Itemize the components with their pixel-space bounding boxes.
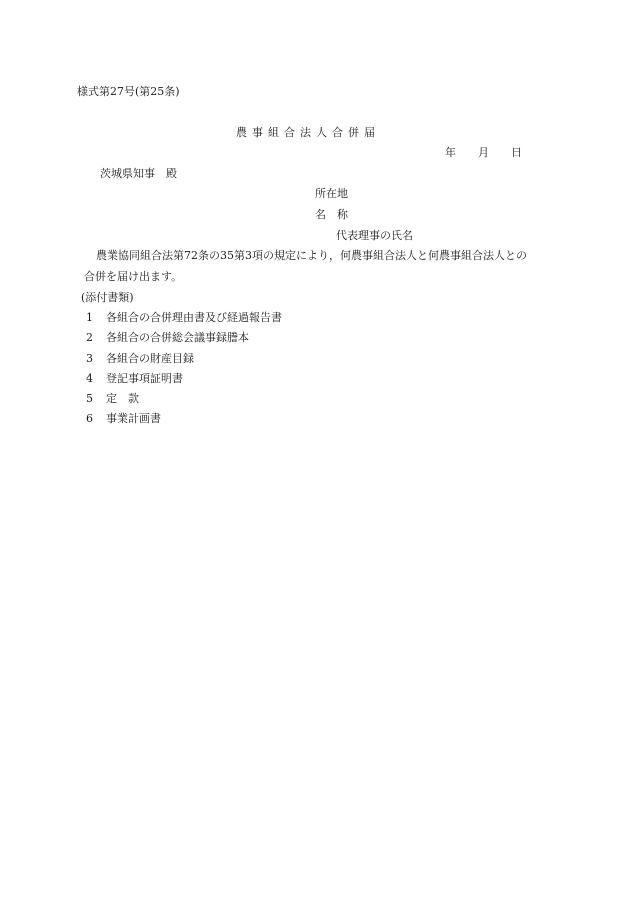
name-label: 名 称 bbox=[315, 208, 348, 221]
representative-label: 代表理事の氏名 bbox=[336, 229, 413, 242]
attachment-text: 事業計画書 bbox=[106, 412, 161, 425]
attachment-number: 3 bbox=[86, 352, 93, 365]
attachment-text: 各組合の合併総会議事録謄本 bbox=[106, 331, 249, 344]
attachment-item bbox=[86, 393, 139, 404]
date-day: 日 bbox=[511, 146, 522, 159]
attachment-item bbox=[86, 373, 183, 384]
body-text-line-1: 農業協同組合法第72条の35第3項の規定により，何農事組合法人と何農事組合法人との bbox=[96, 249, 527, 262]
attachment-text: 各組合の合併理由書及び経過報告書 bbox=[106, 311, 282, 324]
attachment-item bbox=[86, 413, 161, 424]
document-title: 農事組合法人合併届 bbox=[236, 126, 380, 139]
addressee: 茨城県知事 殿 bbox=[100, 167, 177, 180]
body-text-line-2: 合併を届け出ます。 bbox=[84, 270, 183, 283]
attachment-item bbox=[86, 312, 282, 323]
attachment-item bbox=[86, 353, 194, 364]
attachment-number: 2 bbox=[86, 331, 93, 344]
attachment-text: 定 款 bbox=[106, 392, 139, 405]
attachment-number: 5 bbox=[86, 392, 93, 405]
form-number: 様式第27号(第25条) bbox=[77, 85, 180, 98]
date-month: 月 bbox=[478, 146, 489, 159]
attachment-number: 1 bbox=[86, 311, 93, 324]
attachment-number: 4 bbox=[86, 372, 93, 385]
attachment-text: 登記事項証明書 bbox=[106, 372, 183, 385]
date-line bbox=[445, 147, 522, 158]
attachment-item bbox=[86, 332, 249, 343]
attachment-text: 各組合の財産目録 bbox=[106, 352, 194, 365]
address-label: 所在地 bbox=[315, 187, 348, 200]
attachment-number: 6 bbox=[86, 412, 93, 425]
attachments-heading: (添付書類) bbox=[81, 291, 134, 304]
date-year: 年 bbox=[445, 146, 456, 159]
